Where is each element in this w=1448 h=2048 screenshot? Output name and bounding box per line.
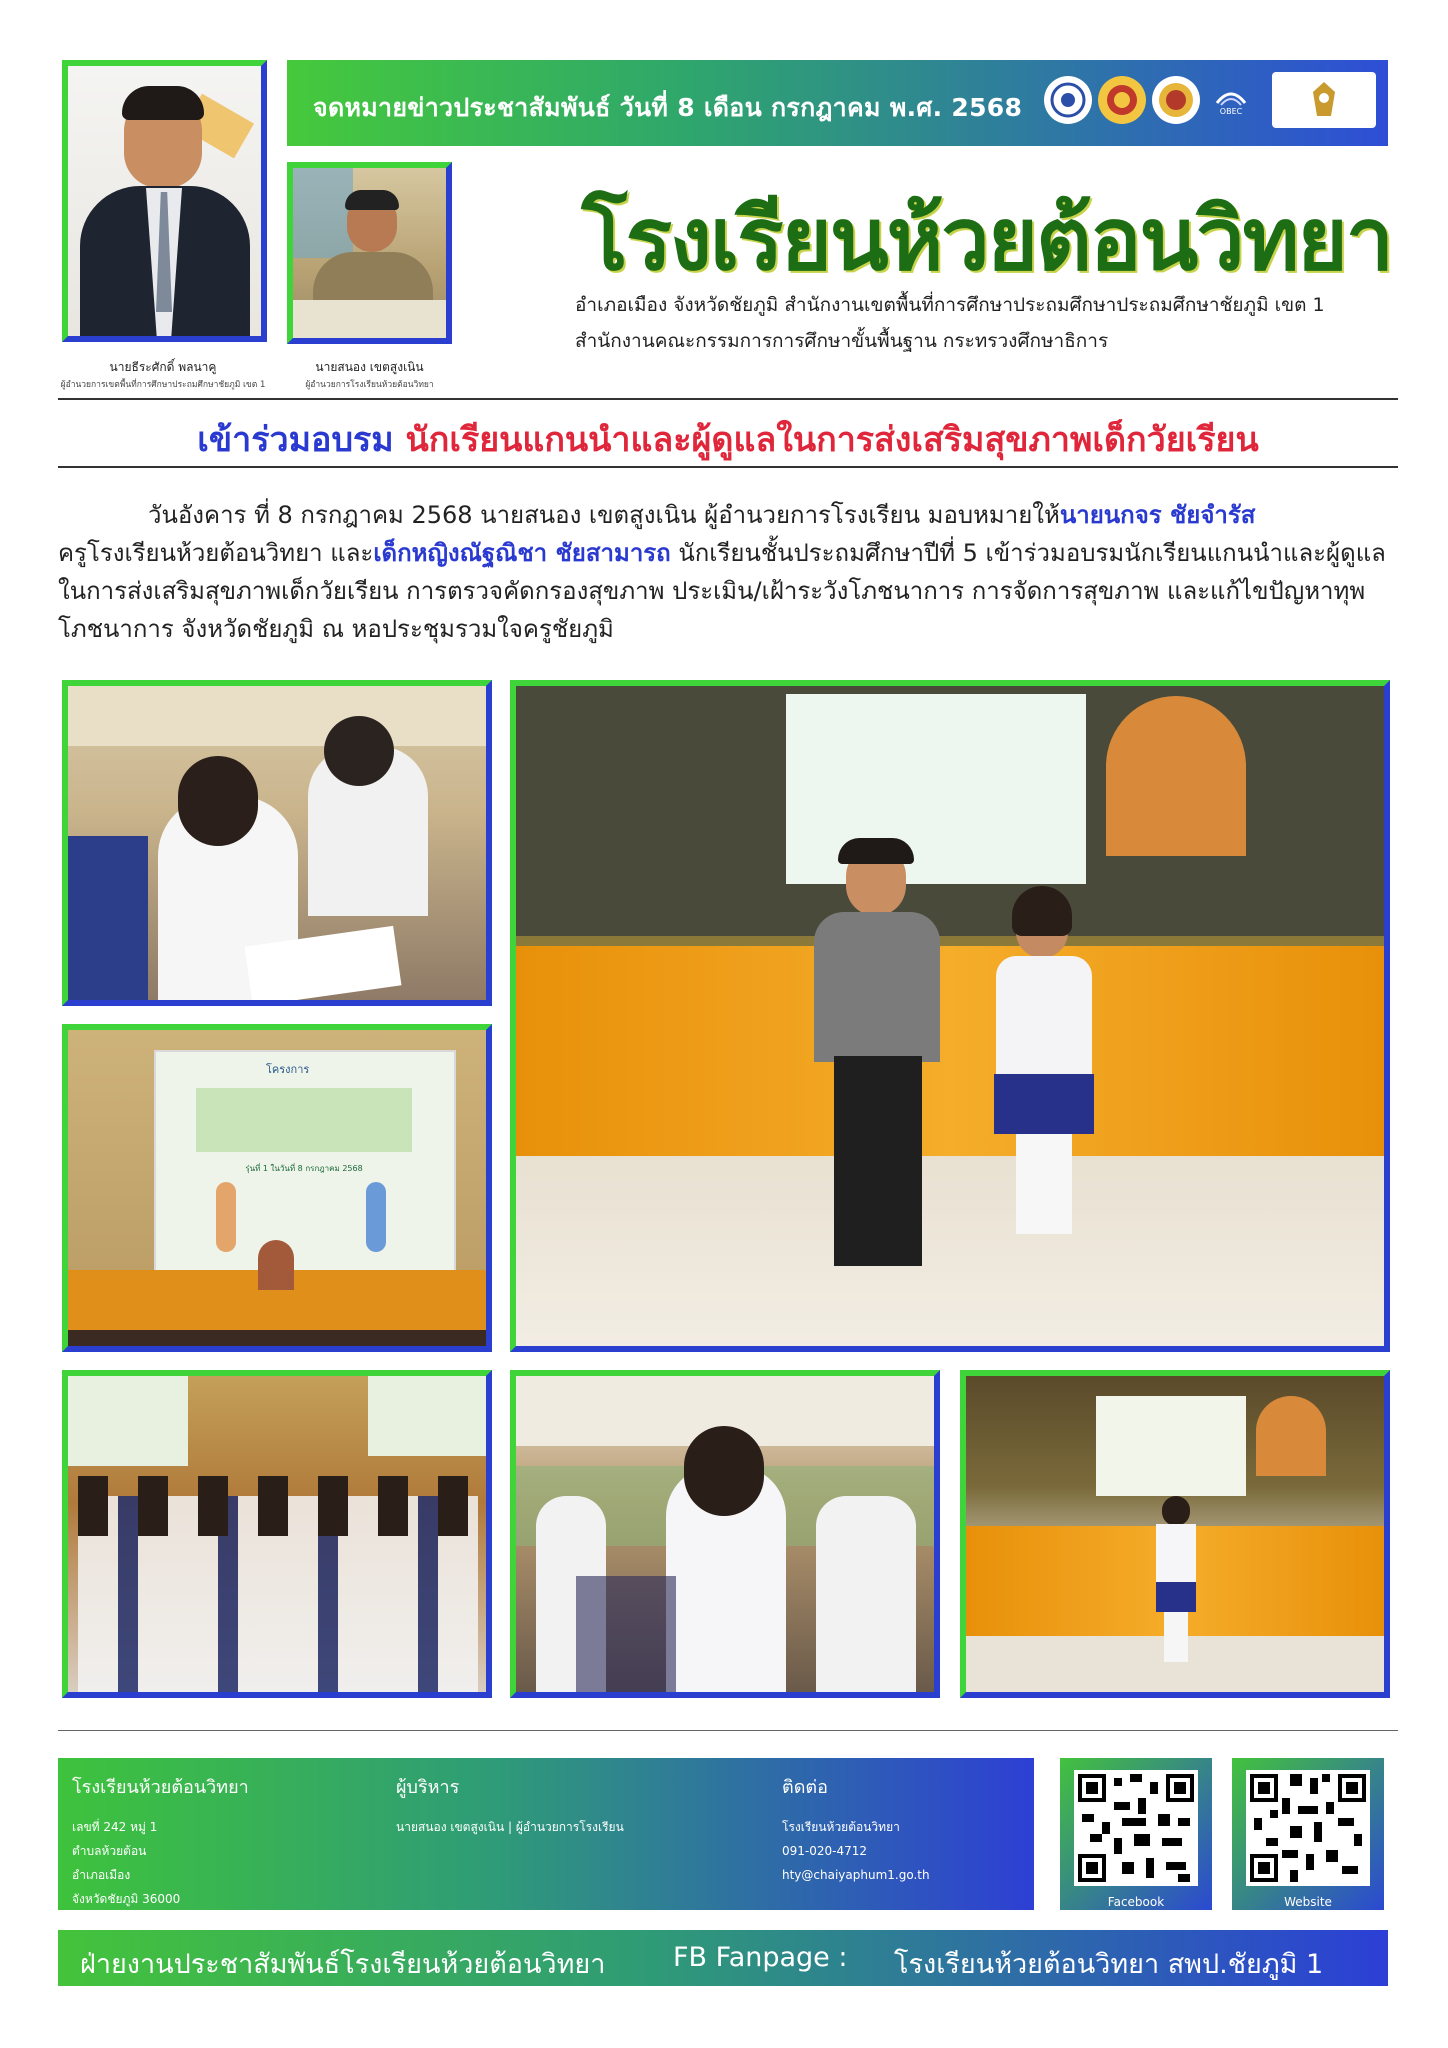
footer-info — [58, 1758, 1034, 1910]
photo-students-writing — [62, 680, 492, 1006]
photo-presentation-slide — [62, 1024, 492, 1352]
bottom-bar — [58, 1930, 1388, 1986]
footer-contact — [782, 1772, 930, 1887]
photo-image — [68, 686, 486, 1000]
teacher-name: นายนกจร ชัยจำรัส — [1059, 501, 1256, 529]
headline — [58, 412, 1398, 466]
footer-contact-school: โรงเรียนห้วยต้อนวิทยา — [782, 1820, 900, 1834]
school-subtitle-line2: สำนักงานคณะกรรมการการศึกษาขั้นพื้นฐาน กระทรวงศึกษาธิการ — [575, 330, 1109, 352]
facebook-qr-code[interactable] — [1060, 1758, 1212, 1910]
portrait-name: นายสนอง เขตสูงเนิน — [315, 360, 424, 374]
portrait-school-director — [287, 162, 452, 344]
bulletin-title: จดหมายข่าวประชาสัมพันธ์ วันที่ 8 เดือน กรกฎาคม พ.ศ. 2568 — [313, 93, 1023, 122]
school-subtitle-line1: อำเภอเมือง จังหวัดชัยภูมิ สำนักงานเขตพื้นที่การศึกษาประถมศึกษาประถมศึกษาชัยภูมิ เขต 1 — [575, 294, 1325, 316]
crest-logo-icon — [1272, 72, 1376, 128]
ministry-seal-icon — [1044, 76, 1092, 124]
footer-contact-phone[interactable]: 091-020-4712 — [782, 1844, 868, 1858]
divider — [58, 398, 1398, 400]
footer-contact-title: ติดต่อ — [782, 1777, 828, 1798]
qr-code-icon — [1074, 1770, 1198, 1886]
portrait-name: นายธีระศักดิ์ พลนาคู — [109, 360, 217, 374]
slide-date: รุ่นที่ 1 ในวันที่ 8 กรกฎาคม 2568 — [245, 1164, 363, 1173]
footer-address-line: จังหวัดชัยภูมิ 36000 — [72, 1892, 181, 1906]
photo-image — [68, 1030, 486, 1346]
portrait-photo — [68, 66, 261, 336]
obec-label: OBEC — [1219, 106, 1243, 116]
obec-logo-icon — [1207, 76, 1255, 124]
portrait-role: ผู้อำนวยการเขตพื้นที่การศึกษาประถมศึกษาชัยภูมิ เขต 1 — [60, 380, 266, 390]
footer-address-line: เลขที่ 242 หมู่ 1 — [72, 1820, 158, 1834]
regional-seal-icon — [1098, 76, 1146, 124]
divider — [58, 1730, 1398, 1731]
footer-admin-title: ผู้บริหาร — [396, 1777, 460, 1798]
bottom-bar-department: ฝ่ายงานประชาสัมพันธ์โรงเรียนห้วยต้อนวิทยา — [80, 1949, 606, 1980]
school-seal-icon — [1152, 76, 1200, 124]
portrait-district-director — [62, 60, 267, 342]
footer-contact-email[interactable]: hty@chaiyaphum1.go.th — [782, 1868, 930, 1882]
photo-image — [68, 1376, 486, 1692]
photo-seated-students — [62, 1370, 492, 1698]
body-text-1: วันอังคาร ที่ 8 กรกฎาคม 2568 นายสนอง เขตสูงเนิน ผู้อำนวยการโรงเรียน มอบหมายให้ — [148, 501, 1060, 529]
website-qr-label: Website — [1284, 1895, 1332, 1909]
footer-administrator — [396, 1772, 624, 1839]
photo-student-on-stage — [960, 1370, 1390, 1698]
footer-admin-line: นายสนอง เขตสูงเนิน | ผู้อำนวยการโรงเรียน — [396, 1820, 624, 1834]
header-bar — [287, 60, 1388, 146]
body-text-3: นักเรียนชั้นประถมศึกษาปีที่ 5 เข้าร่วมอบรมนักเรียนแกนนำและผู้ดูแลในการส่งเสริมสุขภาพเด็กวัยเรียน การตรวจคัดกรองสุขภาพ ประเมิน/เฝ้าระวังโภชนาการ การจัดการสุขภาพ และแก้ไขปัญหาทุพโภชนาการ จังหวัดชัยภูมิ ณ หอประชุมรวมใจครูชัยภูมิ — [58, 539, 1386, 643]
bottom-bar-fanpage-name[interactable]: โรงเรียนห้วยต้อนวิทยา สพป.ชัยภูมิ 1 — [894, 1949, 1324, 1980]
photo-teacher-and-student — [510, 680, 1390, 1352]
school-name: โรงเรียนห้วยต้อนวิทยา — [581, 189, 1392, 290]
footer-address — [72, 1772, 249, 1911]
bottom-bar-fanpage-label: FB Fanpage : — [673, 1942, 848, 1973]
article-body — [58, 496, 1398, 648]
footer-address-title: โรงเรียนห้วยต้อนวิทยา — [72, 1777, 249, 1798]
footer-address-line: อำเภอเมือง — [72, 1868, 131, 1882]
photo-image — [966, 1376, 1384, 1692]
body-text-2: ครูโรงเรียนห้วยต้อนวิทยา และ — [58, 539, 374, 567]
slide-label: โครงการ — [266, 1063, 310, 1076]
portrait-caption — [38, 358, 288, 391]
divider — [58, 466, 1398, 468]
website-qr-code[interactable] — [1232, 1758, 1384, 1910]
footer-address-line: ตำบลห้วยต้อน — [72, 1844, 147, 1858]
qr-code-icon — [1246, 1770, 1370, 1886]
headline-part2: นักเรียนแกนนำและผู้ดูแลในการส่งเสริมสุขภาพเด็กวัยเรียน — [405, 420, 1259, 460]
photo-image — [516, 1376, 934, 1692]
headline-part1: เข้าร่วมอบรม — [197, 420, 394, 460]
facebook-qr-label: Facebook — [1107, 1895, 1165, 1909]
portrait-photo — [293, 168, 446, 338]
portrait-role: ผู้อำนวยการโรงเรียนห้วยต้อนวิทยา — [305, 380, 434, 390]
portrait-caption — [282, 358, 457, 391]
photo-standing-students — [510, 1370, 940, 1698]
photo-image — [516, 686, 1384, 1346]
student-name: เด็กหญิงณัฐณิชา ชัยสามารถ — [373, 539, 671, 567]
